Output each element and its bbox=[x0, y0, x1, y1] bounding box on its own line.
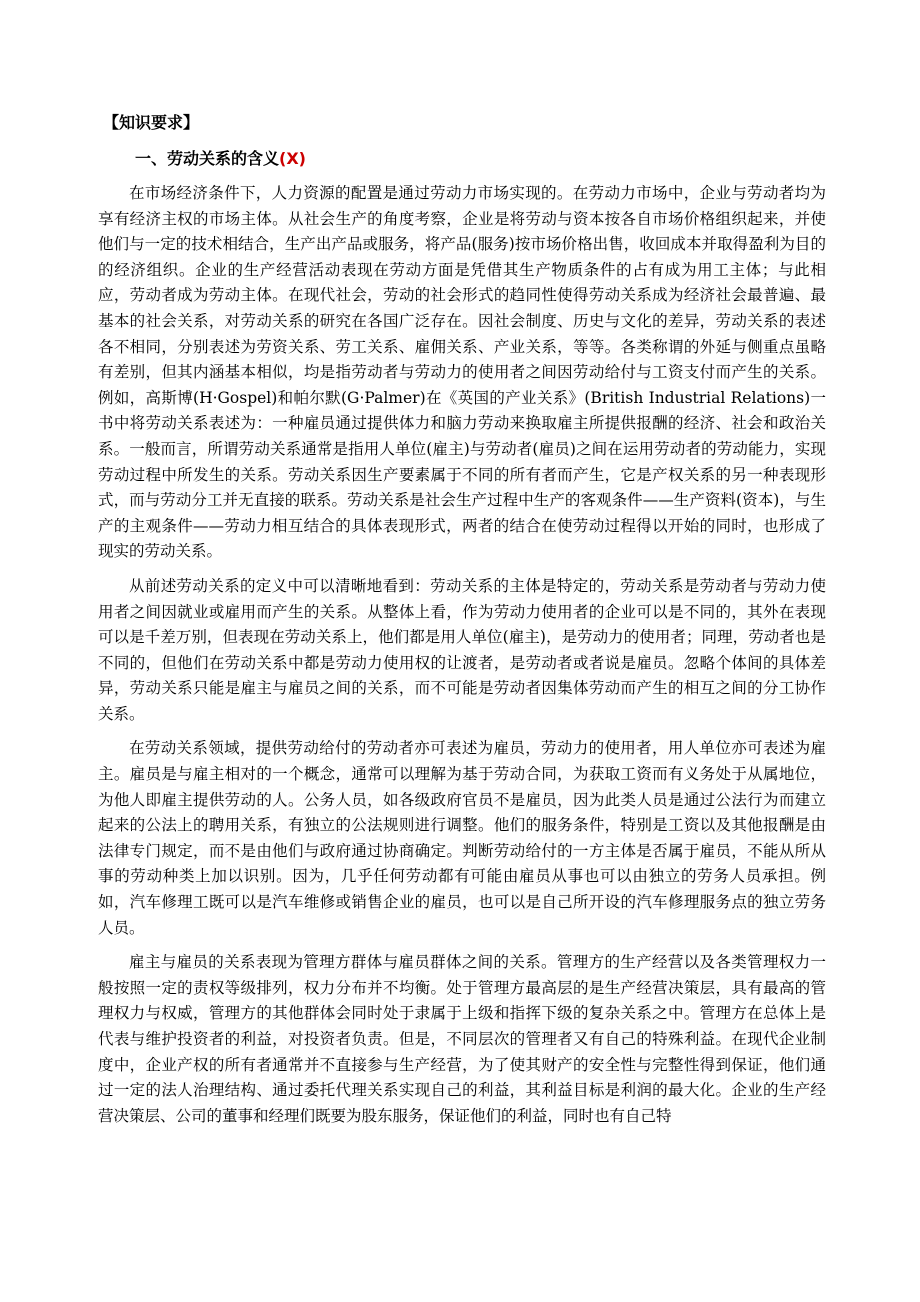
subsection-marker: (X) bbox=[279, 149, 306, 168]
paragraph: 在市场经济条件下，人力资源的配置是通过劳动力市场实现的。在劳动力市场中，企业与劳动者均为享有经济主权的市场主体。从社会生产的角度考察，企业是将劳动与资本按各自市场价格组织起来，并使他们与一定的技术相结合，生产出产品或服务，将产品(服务)按市场价格出售，收回成本并取得盈利为目的的经济组织。企业的生产经营活动表现在劳动方面是凭借其生产物质条件的占有成为用工主体；与此相应，劳动者成为劳动主体。在现代社会，劳动的社会形式的趋同性使得劳动关系成为经济社会最普遍、最基本的社会关系，对劳动关系的研究在各国广泛存在。因社会制度、历史与文化的差异，劳动关系的表述各不相同，分别表述为劳资关系、劳工关系、雇佣关系、产业关系，等等。各类称谓的外延与侧重点虽略有差别，但其内涵基本相似，均是指劳动者与劳动力的使用者之间因劳动给付与工资支付而产生的关系。例如，高斯博(H·Gospel)和帕尔默(G·Palmer)在《英国的产业关系》(British Industrial Relations)一书中将劳动关系表述为：一种雇员通过提供体力和脑力劳动来换取雇主所提供报酬的经济、社会和政治关系。一般而言，所谓劳动关系通常是指用人单位(雇主)与劳动者(雇员)之间在运用劳动者的劳动能力，实现劳动过程中所发生的关系。劳动关系因生产要素属于不同的所有者而产生，它是产权关系的另一种表现形式，而与劳动分工并无直接的联系。劳动关系是社会生产过程中生产的客观条件——生产资料(资本)，与生产的主观条件——劳动力相互结合的具体表现形式，两者的结合在使劳动过程得以开始的同时，也形成了现实的劳动关系。 bbox=[98, 184, 826, 561]
subsection-heading bbox=[135, 148, 306, 170]
paragraph: 雇主与雇员的关系表现为管理方群体与雇员群体之间的关系。管理方的生产经营以及各类管理权力一般按照一定的责权等级排列，权力分布并不均衡。处于管理方最高层的是生产经营决策层，具有最高的管理权力与权威，管理方的其他群体会同时处于隶属于上级和指挥下级的复杂关系之中。管理方在总体上是代表与维护投资者的利益，对投资者负责。但是，不同层次的管理者又有自己的特殊利益。在现代企业制度中，企业产权的所有者通常并不直接参与生产经营，为了使其财产的安全性与完整性得到保证，他们通过一定的法人治理结构、通过委托代理关系实现自己的利益，其利益目标是利润的最大化。企业的生产经营决策层、公司的董事和经理们既要为股东服务，保证他们的利益，同时也有自己特 bbox=[98, 953, 826, 1125]
document-body bbox=[98, 181, 826, 1138]
paragraph: 从前述劳动关系的定义中可以清晰地看到：劳动关系的主体是特定的，劳动关系是劳动者与劳动力使用者之间因就业或雇用而产生的关系。从整体上看，作为劳动力使用者的企业可以是不同的，其外在表现可以是千差万别，但表现在劳动关系上，他们都是用人单位(雇主)，是劳动力的使用者；同理，劳动者也是不同的，但他们在劳动关系中都是劳动力使用权的让渡者，是劳动者或者说是雇员。忽略个体间的具体差异，劳动关系只能是雇主与雇员之间的关系，而不可能是劳动者因集体劳动而产生的相互之间的分工协作关系。 bbox=[98, 576, 826, 723]
section-title: 【知识要求】 bbox=[103, 113, 200, 132]
paragraph: 在劳动关系领域，提供劳动给付的劳动者亦可表述为雇员，劳动力的使用者，用人单位亦可表述为雇主。雇员是与雇主相对的一个概念，通常可以理解为基于劳动合同，为获取工资而有义务处于从属地位，为他人即雇主提供劳动的人。公务人员，如各级政府官员不是雇员，因为此类人员是通过公法行为而建立起来的公法上的聘用关系，有独立的公法规则进行调整。他们的服务条件，特别是工资以及其他报酬是由法律专门规定，而不是由他们与政府通过协商确定。判断劳动给付的一方主体是否属于雇员，不能从所从事的劳动种类上加以识别。因为，几乎任何劳动都有可能由雇员从事也可以由独立的劳务人员承担。例如，汽车修理工既可以是汽车维修或销售企业的雇员，也可以是自己所开设的汽车修理服务点的独立劳务人员。 bbox=[98, 739, 826, 937]
subsection-title: 一、劳动关系的含义 bbox=[135, 149, 280, 168]
